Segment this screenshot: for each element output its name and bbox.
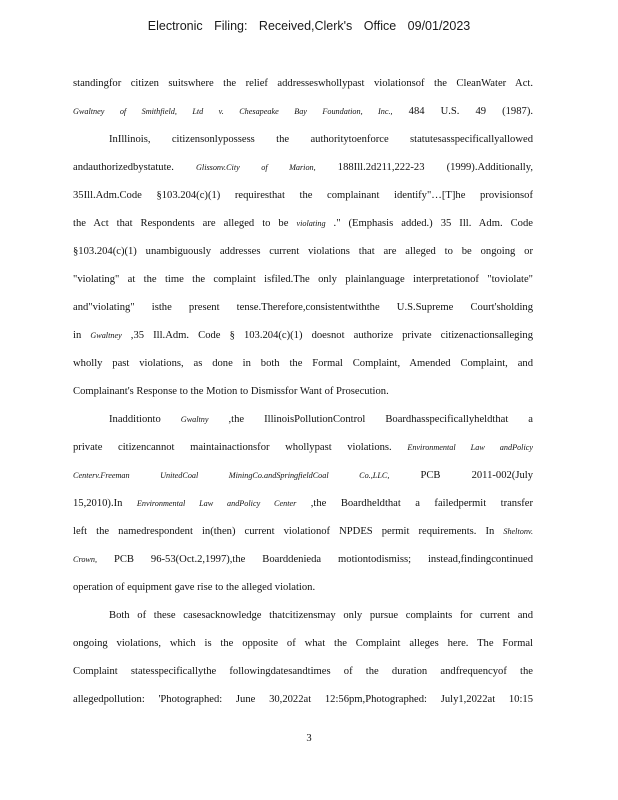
- citation-text: Centerv.Freeman UnitedCoal MiningCo.andSpringfieldCoal Co.,LLC,: [73, 471, 390, 480]
- text-line: [73, 602, 533, 630]
- body-text-segment: §103.204(c)(1) unambiguously addresses current violations that are alleged to be ongoing or: [73, 246, 533, 257]
- body-text-segment: ,35 Ill.Adm. Code § 103.204(c)(1) doesnot authorize private citizenactionsalleging: [121, 330, 533, 341]
- citation-text: Crown,: [73, 555, 98, 564]
- text-line: [73, 406, 533, 434]
- body-text-segment: ,the Boardheldthat a failedpermit transfer: [296, 498, 533, 509]
- text-line: [73, 350, 533, 378]
- body-text-segment: in: [73, 330, 91, 341]
- text-line: [73, 98, 533, 126]
- body-text-segment: ." (Emphasis added.) 35 Ill. Adm. Code: [325, 218, 533, 229]
- citation-text: Gwaltney of Smithfield, Ltd v. Chesapeake Bay Foundation, Inc.,: [73, 107, 393, 116]
- text-line: [73, 630, 533, 658]
- text-line: [73, 686, 533, 714]
- text-line: [73, 126, 533, 154]
- body-text-segment: ,the IllinoisPollutionControl Boardhasspecificallyheldthat a: [208, 414, 533, 425]
- body-text-segment: standingfor citizen suitswhere the relief addresseswhollypast violationsof the CleanWater Act.: [73, 78, 533, 89]
- body-text-segment: 15,2010).In: [73, 498, 137, 509]
- document-body: [73, 70, 533, 714]
- body-text-segment: private citizencannot maintainactionsfor whollypast violations.: [73, 442, 408, 453]
- body-text-segment: Inadditionto: [109, 414, 181, 425]
- body-text-segment: wholly past violations, as done in both the Formal Complaint, Amended Complaint, and: [73, 358, 533, 369]
- citation-text: Gwaltny: [180, 415, 209, 424]
- text-line: [73, 238, 533, 266]
- text-line: [73, 434, 533, 462]
- body-text-segment: Both of these casesacknowledge thatcitizensmay only pursue complaints for current and: [109, 610, 533, 621]
- citation-text: violating: [296, 219, 326, 228]
- citation-text: Sheltonv.: [503, 527, 533, 536]
- citation-text: Environmental Law andPolicy: [407, 443, 533, 452]
- citation-text: Glissonv.City of Marion,: [196, 163, 316, 172]
- text-line: [73, 462, 533, 490]
- body-text-segment: 35Ill.Adm.Code §103.204(c)(1) requiresthat the complainant identify"…[T]he provisionsof: [73, 190, 533, 201]
- citation-text: Gwaltney: [90, 331, 122, 340]
- citation-text: Environmental Law andPolicy Center: [136, 499, 297, 508]
- body-text-segment: PCB 2011-002(July: [389, 470, 533, 481]
- body-text-segment: and"violating" isthe present tense.Therefore,consistentwiththe U.S.Supreme Court'sholding: [73, 302, 533, 313]
- text-line: [73, 294, 533, 322]
- body-text-segment: InIllinois, citizensonlypossess the authoritytoenforce statutesasspecificallyallowed: [109, 134, 533, 145]
- text-line: [73, 210, 533, 238]
- body-text-segment: ongoing violations, which is the opposite of what the Complaint alleges here. The Formal: [73, 638, 533, 649]
- body-text-segment: 484 U.S. 49 (1987).: [392, 106, 533, 117]
- body-text-segment: allegedpollution: 'Photographed: June 30,2022at 12:56pm,Photographed: July1,2022at 10:15: [73, 694, 533, 705]
- body-text-segment: 188Ill.2d211,222-23 (1999).Additionally,: [315, 162, 533, 173]
- body-text-segment: andauthorizedbystatute.: [73, 162, 196, 173]
- text-line: [73, 518, 533, 546]
- text-line: [73, 322, 533, 350]
- body-text-segment: PCB 96-53(Oct.2,1997),the Boarddenieda motiontodismiss; instead,findingcontinued: [97, 554, 533, 565]
- text-line: [73, 378, 533, 406]
- text-line: [73, 266, 533, 294]
- text-line: [73, 182, 533, 210]
- body-text-segment: "violating" at the time the complaint isfiled.The only plainlanguage interpretationof "toviolate": [73, 274, 533, 285]
- text-line: [73, 574, 533, 602]
- body-text-segment: Complaint statesspecificallythe followingdatesandtimes of the duration andfrequencyof the: [73, 666, 533, 677]
- filing-stamp-header: Electronic Filing: Received,Clerk's Office 09/01/2023: [147, 19, 471, 33]
- text-line: [73, 546, 533, 574]
- text-line: [73, 154, 533, 182]
- body-text-segment: the Act that Respondents are alleged to be: [73, 218, 297, 229]
- body-text-segment: operation of equipment gave rise to the alleged violation.: [73, 582, 316, 593]
- body-text-segment: Complainant's Response to the Motion to Dismissfor Want of Prosecution.: [73, 386, 389, 397]
- page-number: 3: [306, 733, 312, 744]
- text-line: [73, 490, 533, 518]
- text-line: [73, 658, 533, 686]
- text-line: [73, 70, 533, 98]
- body-text-segment: left the namedrespondent in(then) current violationof NPDES permit requirements. In: [73, 526, 504, 537]
